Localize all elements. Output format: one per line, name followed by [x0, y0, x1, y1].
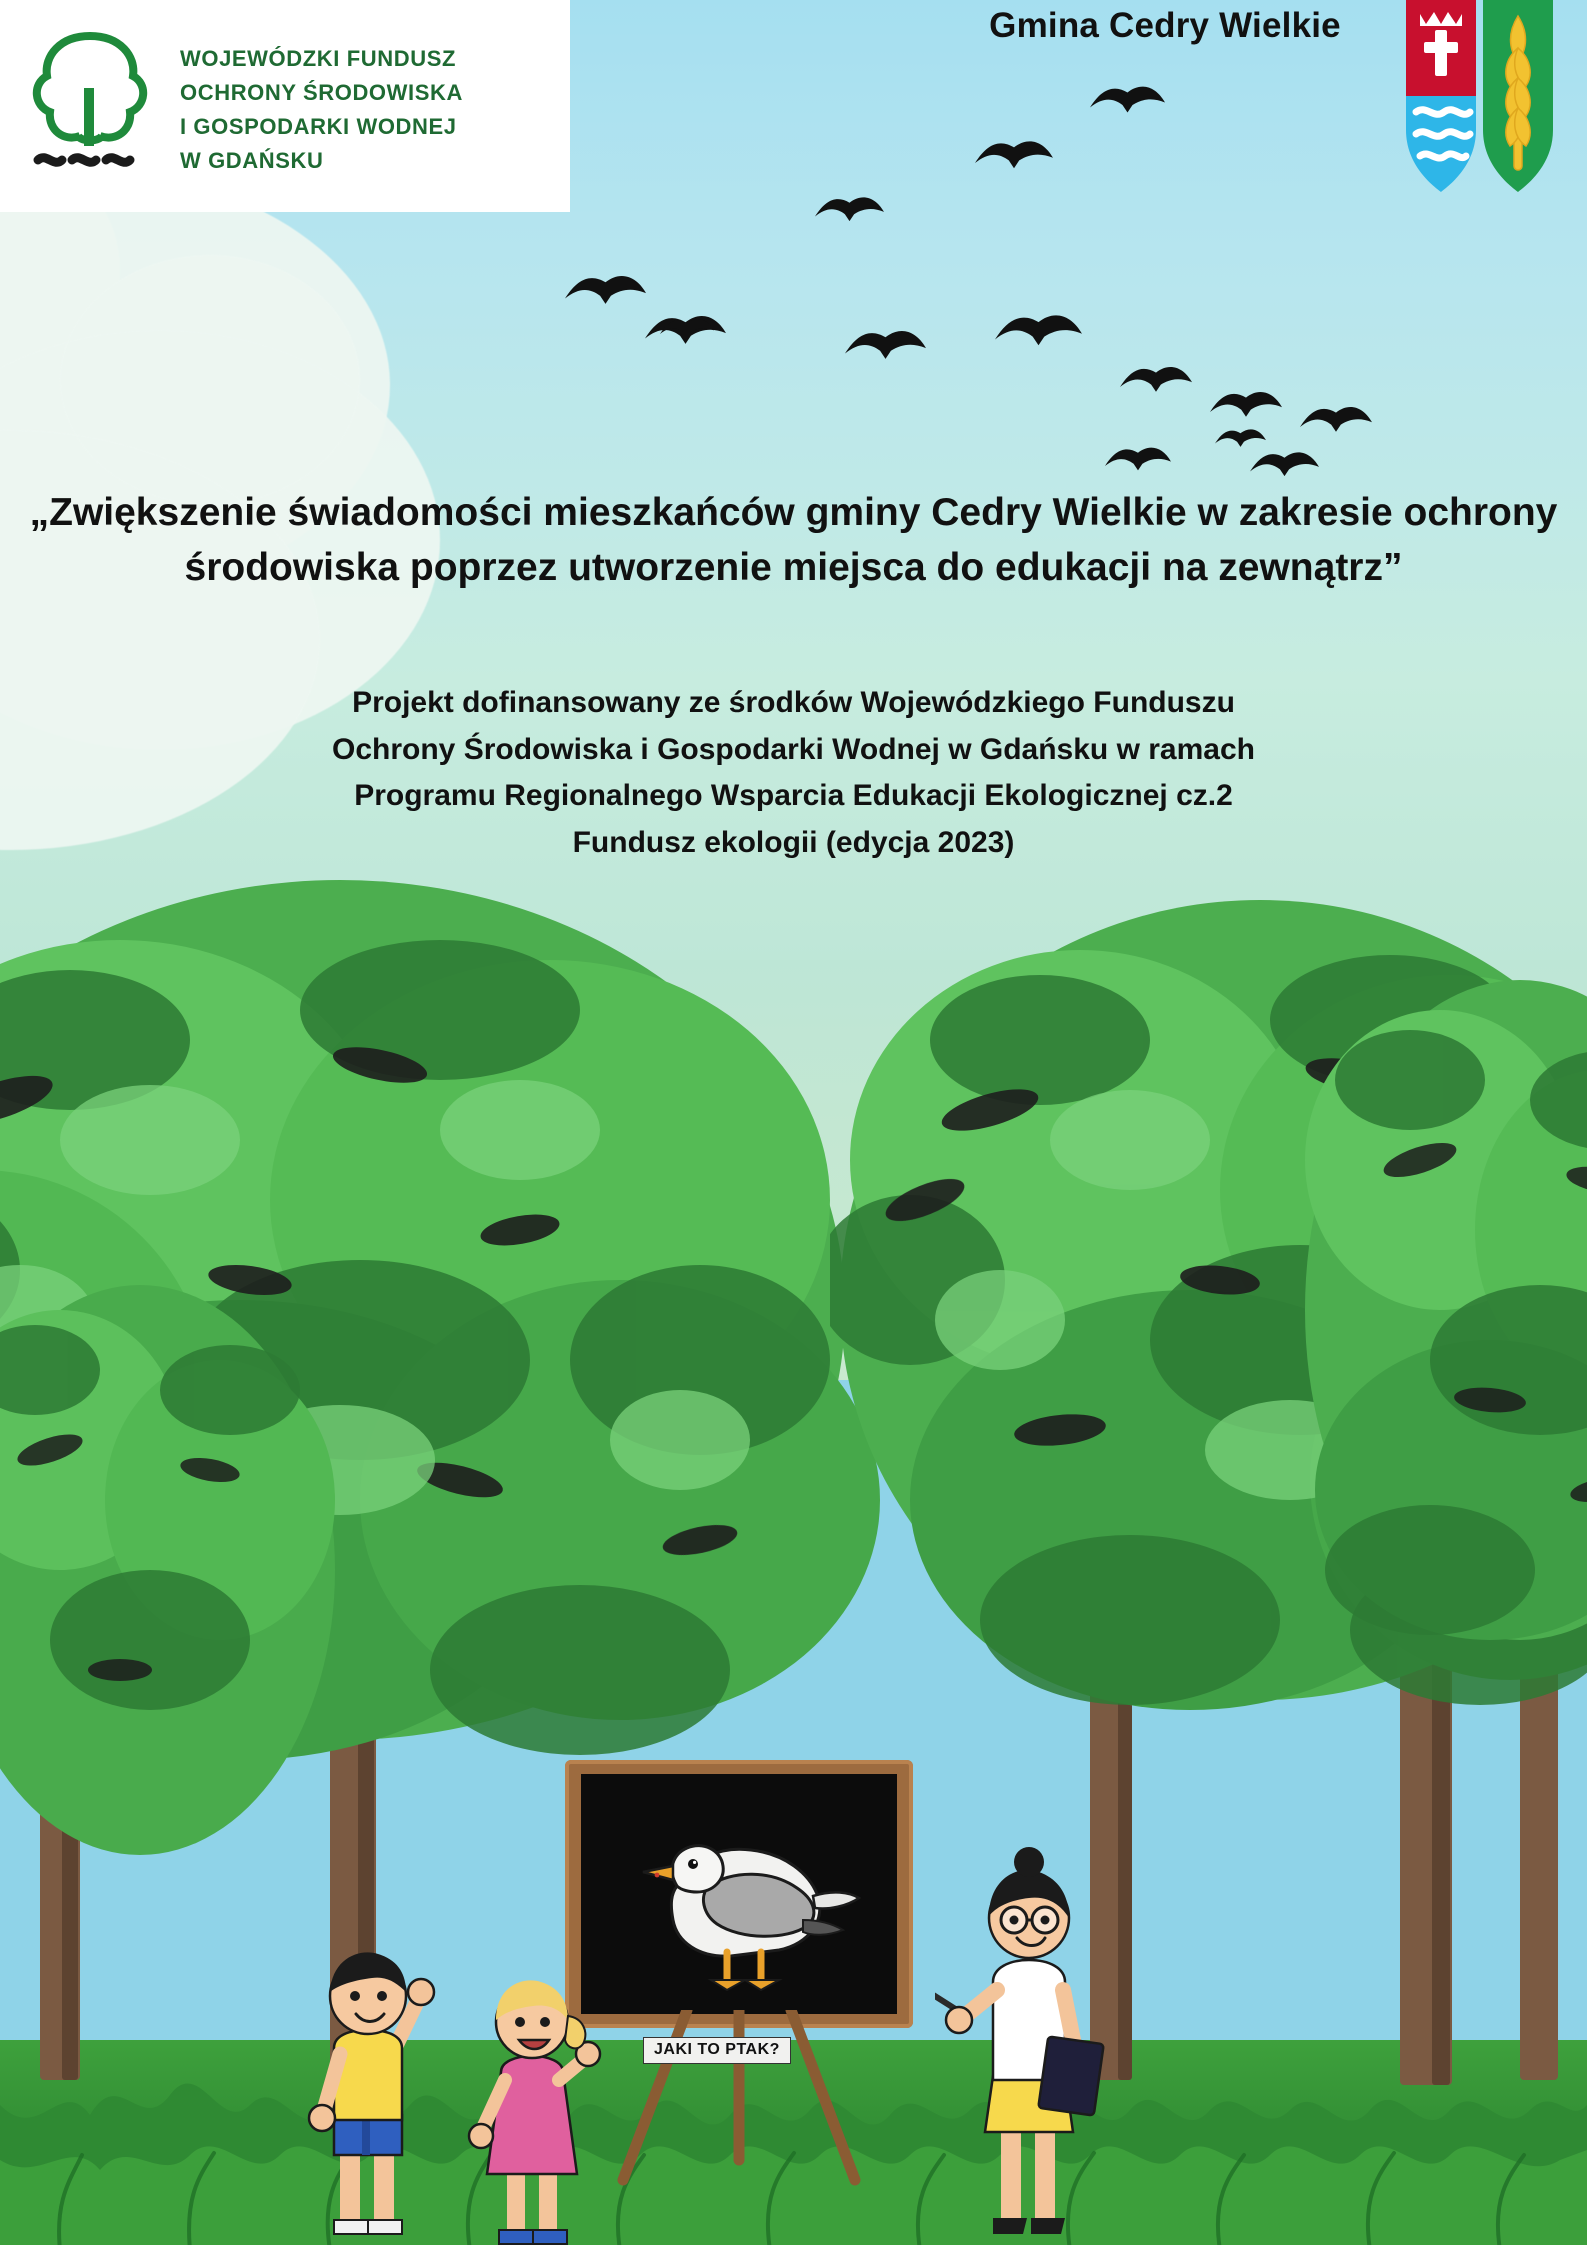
seagull-illustration: [581, 1774, 897, 2014]
wfos-logo-box: [0, 0, 570, 212]
tree-foliage-far-right: [1300, 930, 1587, 1650]
wfos-logo-text: [180, 42, 463, 178]
funding-line: Ochrony Środowiska i Gospodarki Wodnej w Gdańsku w ramach: [332, 732, 1255, 766]
teacher: [935, 1840, 1125, 2245]
funding-line: Fundusz ekologii (edycja 2023): [572, 825, 1015, 859]
blackboard-easel: [565, 1760, 920, 2090]
girl-student: [455, 1960, 610, 2245]
municipality-title: Gmina Cedry Wielkie: [989, 6, 1341, 45]
logo-line: I GOSPODARKI WODNEJ: [180, 114, 457, 140]
cedry-wielkie-coat-of-arms: [1402, 0, 1557, 200]
logo-line: W GDAŃSKU: [180, 148, 324, 174]
tree-water-logo-icon: [20, 18, 160, 188]
funding-line: Projekt dofinansowany ze środków Wojewódzkiego Funduszu: [352, 686, 1235, 719]
page-title: „Zwiększenie świadomości mieszkańców gminy Cedry Wielkie w zakresie ochrony środowiska poprzez utworzenie miejsca do edukacji na zewnątrz”: [29, 491, 1558, 590]
logo-line: WOJEWÓDZKI FUNDUSZ: [180, 46, 457, 71]
tree-foliage-far-left: [0, 1240, 340, 1860]
board-question-label: JAKI TO PTAK?: [643, 2037, 791, 2064]
boy-student: [290, 1930, 450, 2245]
funding-note: [0, 680, 1587, 866]
blackboard-surface: [581, 1774, 897, 2014]
funding-line: Programu Regionalnego Wsparcia Edukacji Ekologicznej cz.2: [354, 779, 1233, 812]
logo-line: OCHRONY ŚRODOWISKA: [180, 80, 463, 106]
blackboard-frame: [565, 1760, 913, 2028]
